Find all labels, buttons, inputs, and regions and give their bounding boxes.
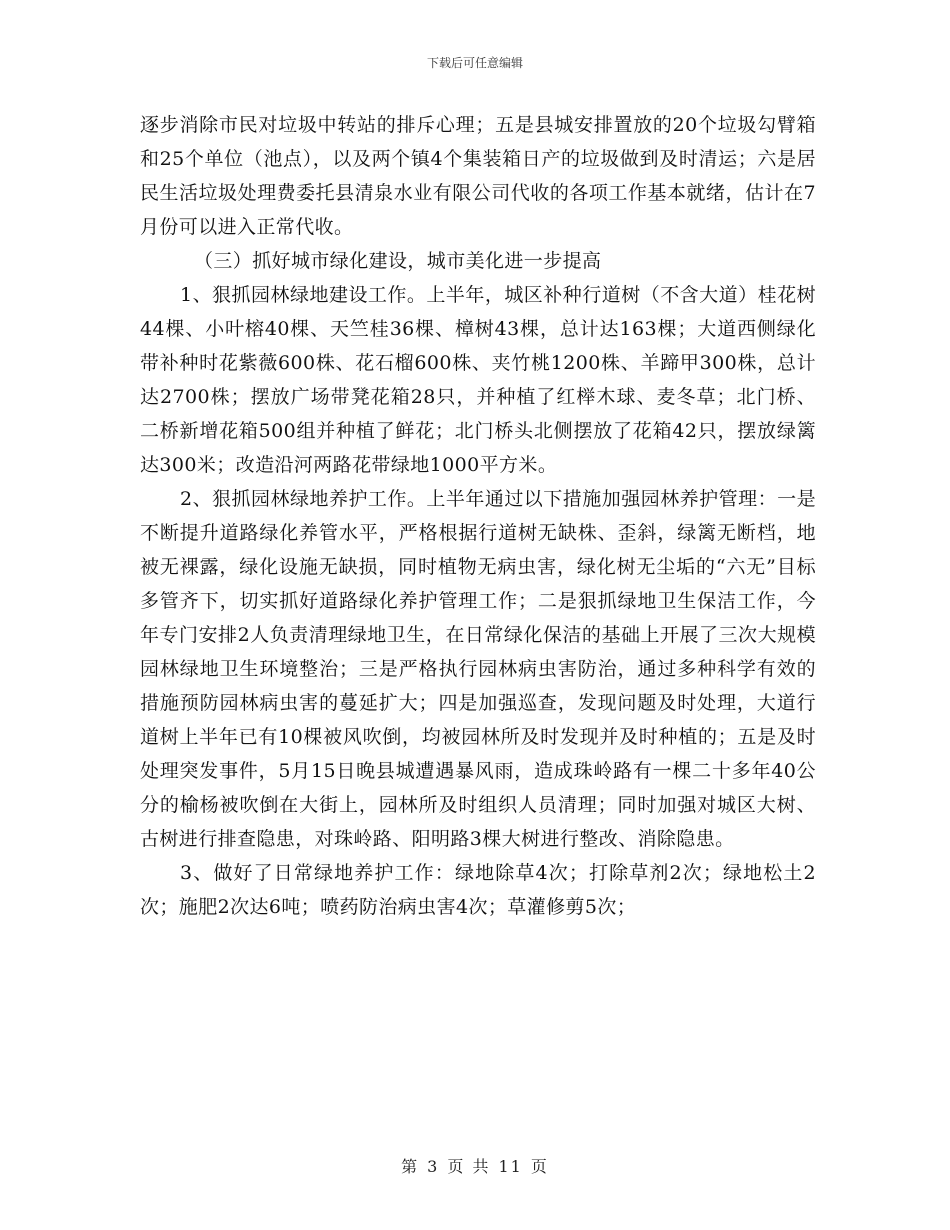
paragraph-green-maintenance: 2、狠抓园林绿地养护工作。上半年通过以下措施加强园林养护管理：一是不断提升道路绿化养管水平，严格根据行道树无缺株、歪斜，绿篱无断档，地被无裸露，绿化设施无缺损，同时植物无病虫害，绿化树无尘垢的“六无”目标多管齐下，切实抓好道路绿化养护管理工作；二是狠抓绿地卫生保洁工作，今年专门安排2人负责清理绿地卫生，在日常绿化保洁的基础上开展了三次大规模园林绿地卫生环境整治；三是严格执行园林病虫害防治，通过多种科学有效的措施预防园林病虫害的蔓延扩大；四是加强巡查，发现问题及时处理，大道行道树上半年已有10棵被风吹倒，均被园林所及时发现并及时种植的；五是及时处理突发事件，5月15日晚县城遭遇暴风雨，造成珠岭路有一棵二十多年40公分的榆杨被吹倒在大街上，园林所及时组织人员清理；同时加强对城区大树、古树进行排查隐患，对珠岭路、阳明路3棵大树进行整改、消除隐患。 — [140, 488, 816, 850]
paragraph-continuation: 逐步消除市民对垃圾中转站的排斥心理；五是县城安排置放的20个垃圾勾臂箱和25个单位（池点），以及两个镇4个集装箱日产的垃圾做到及时清运；六是居民生活垃圾处理费委托县清泉水业有限公司代收的各项工作基本就绪，估计在7月份可以进入正常代收。 — [140, 114, 816, 238]
footer-prefix: 第 — [401, 1157, 420, 1176]
footer-page-number: 3 — [427, 1157, 440, 1176]
footer-middle: 页 共 — [447, 1157, 491, 1176]
footer-suffix: 页 — [530, 1157, 549, 1176]
paragraph-green-construction: 1、狠抓园林绿地建设工作。上半年，城区补种行道树（不含大道）桂花树44棵、小叶榕40棵、天竺桂36棵、樟树43棵，总计达163棵；大道西侧绿化带补种时花紫薇600株、花石榴600株、夹竹桃1200株、羊蹄甲300株，总计达2700株；摆放广场带凳花箱28只，并种植了红榉木球、麦冬草；北门桥、二桥新增花箱500组并种植了鲜花；北门桥头北侧摆放了花箱42只，摆放绿篱达300米；改造沿河两路花带绿地1000平方米。 — [140, 284, 816, 476]
footer-total-pages: 11 — [498, 1157, 523, 1176]
page-footer — [0, 1154, 950, 1177]
document-body — [140, 108, 816, 924]
paragraph-daily-maintenance: 3、做好了日常绿地养护工作：绿地除草4次；打除草剂2次；绿地松土2次；施肥2次达6吨；喷药防治病虫害4次；草灌修剪5次； — [140, 862, 816, 918]
page-header: 下载后可任意编辑 — [426, 56, 523, 70]
section-heading: （三）抓好城市绿化建设，城市美化进一步提高 — [194, 250, 602, 272]
